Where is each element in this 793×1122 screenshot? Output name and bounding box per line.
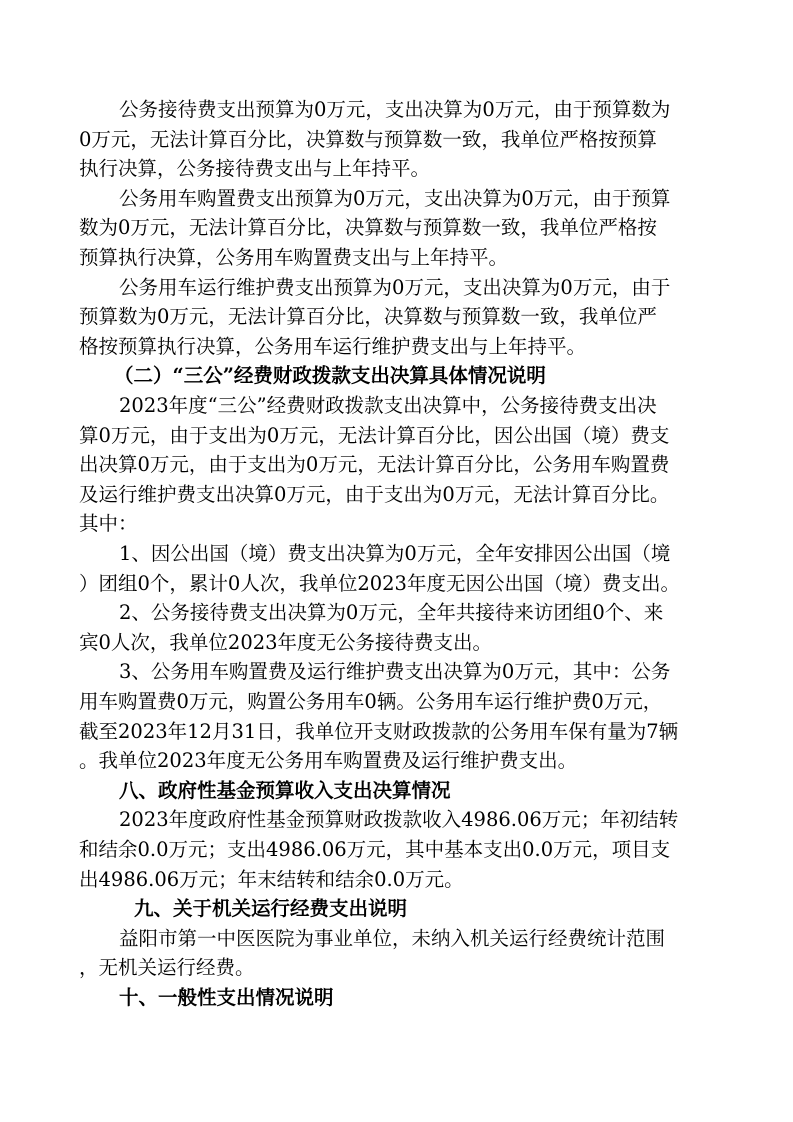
- paragraph-line: 截至2023年12月31日，我单位开支财政拨款的公务用车保有量为7辆: [79, 719, 679, 743]
- section-heading: 九、关于机关运行经费支出说明: [134, 897, 408, 921]
- paragraph-line: 。我单位2023年度无公务用车购置费及运行维护费支出。: [79, 749, 578, 773]
- paragraph-line: 预算数为0万元，无法计算百分比，决算数与预算数一致，我单位严: [79, 305, 657, 329]
- paragraph-line: 出决算0万元，由于支出为0万元，无法计算百分比，公务用车购置费: [79, 453, 670, 477]
- paragraph-line: 0万元，无法计算百分比，决算数与预算数一致，我单位严格按预算: [79, 127, 657, 151]
- paragraph-line: 及运行维护费支出决算0万元，由于支出为0万元，无法计算百分比。: [79, 482, 670, 506]
- section-heading: （二）“三公”经费财政拨款支出决算具体情况说明: [114, 364, 546, 388]
- paragraph-line: 格按预算执行决算，公务用车运行维护费支出与上年持平。: [79, 334, 587, 358]
- paragraph-line: 2、公务接待费支出决算为0万元，全年共接待来访团组0个、来: [119, 601, 664, 625]
- section-heading: 八、政府性基金预算收入支出决算情况: [119, 778, 451, 802]
- paragraph-line: 其中：: [79, 512, 138, 536]
- paragraph-line: 2023年度“三公”经费财政拨款支出决算中，公务接待费支出决: [119, 394, 657, 417]
- paragraph-line: 1、因公出国（境）费支出决算为0万元，全年安排因公出国（境: [119, 542, 671, 565]
- paragraph-line: 益阳市第一中医医院为事业单位，未纳入机关运行经费统计范围: [119, 926, 666, 950]
- paragraph-line: 2023年度政府性基金预算财政拨款收入4986.06万元；年初结转: [119, 808, 679, 832]
- paragraph-line: 预算执行决算，公务用车购置费支出与上年持平。: [79, 246, 509, 269]
- paragraph-line: 公务用车运行维护费支出预算为0万元，支出决算为0万元，由于: [119, 275, 671, 299]
- paragraph-line: 宾0人次，我单位2023年度无公务接待费支出。: [79, 630, 493, 654]
- paragraph-line: 和结余0.0万元；支出4986.06万元，其中基本支出0.0万元，项目支: [79, 838, 671, 861]
- paragraph-line: 公务接待费支出预算为0万元，支出决算为0万元，由于预算数为: [119, 98, 671, 121]
- paragraph-line: 用车购置费0万元，购置公务用车0辆。公务用车运行维护费0万元，: [79, 690, 663, 713]
- paragraph-line: 执行决算，公务接待费支出与上年持平。: [79, 157, 431, 181]
- paragraph-line: 数为0万元，无法计算百分比，决算数与预算数一致，我单位严格按: [79, 216, 657, 240]
- section-heading: 十、一般性支出情况说明: [119, 986, 334, 1009]
- paragraph-line: 算0万元，由于支出为0万元，无法计算百分比，因公出国（境）费支: [79, 423, 670, 447]
- paragraph-line: ，无机关运行经费。: [79, 956, 255, 980]
- paragraph-line: 3、公务用车购置费及运行维护费支出决算为0万元，其中：公务: [119, 660, 671, 684]
- paragraph-line: 出4986.06万元；年末结转和结余0.0万元。: [79, 867, 464, 891]
- paragraph-line: ）团组0个，累计0人次，我单位2023年度无因公出国（境）费支出。: [79, 571, 680, 595]
- paragraph-line: 公务用车购置费支出预算为0万元，支出决算为0万元，由于预算: [119, 186, 671, 210]
